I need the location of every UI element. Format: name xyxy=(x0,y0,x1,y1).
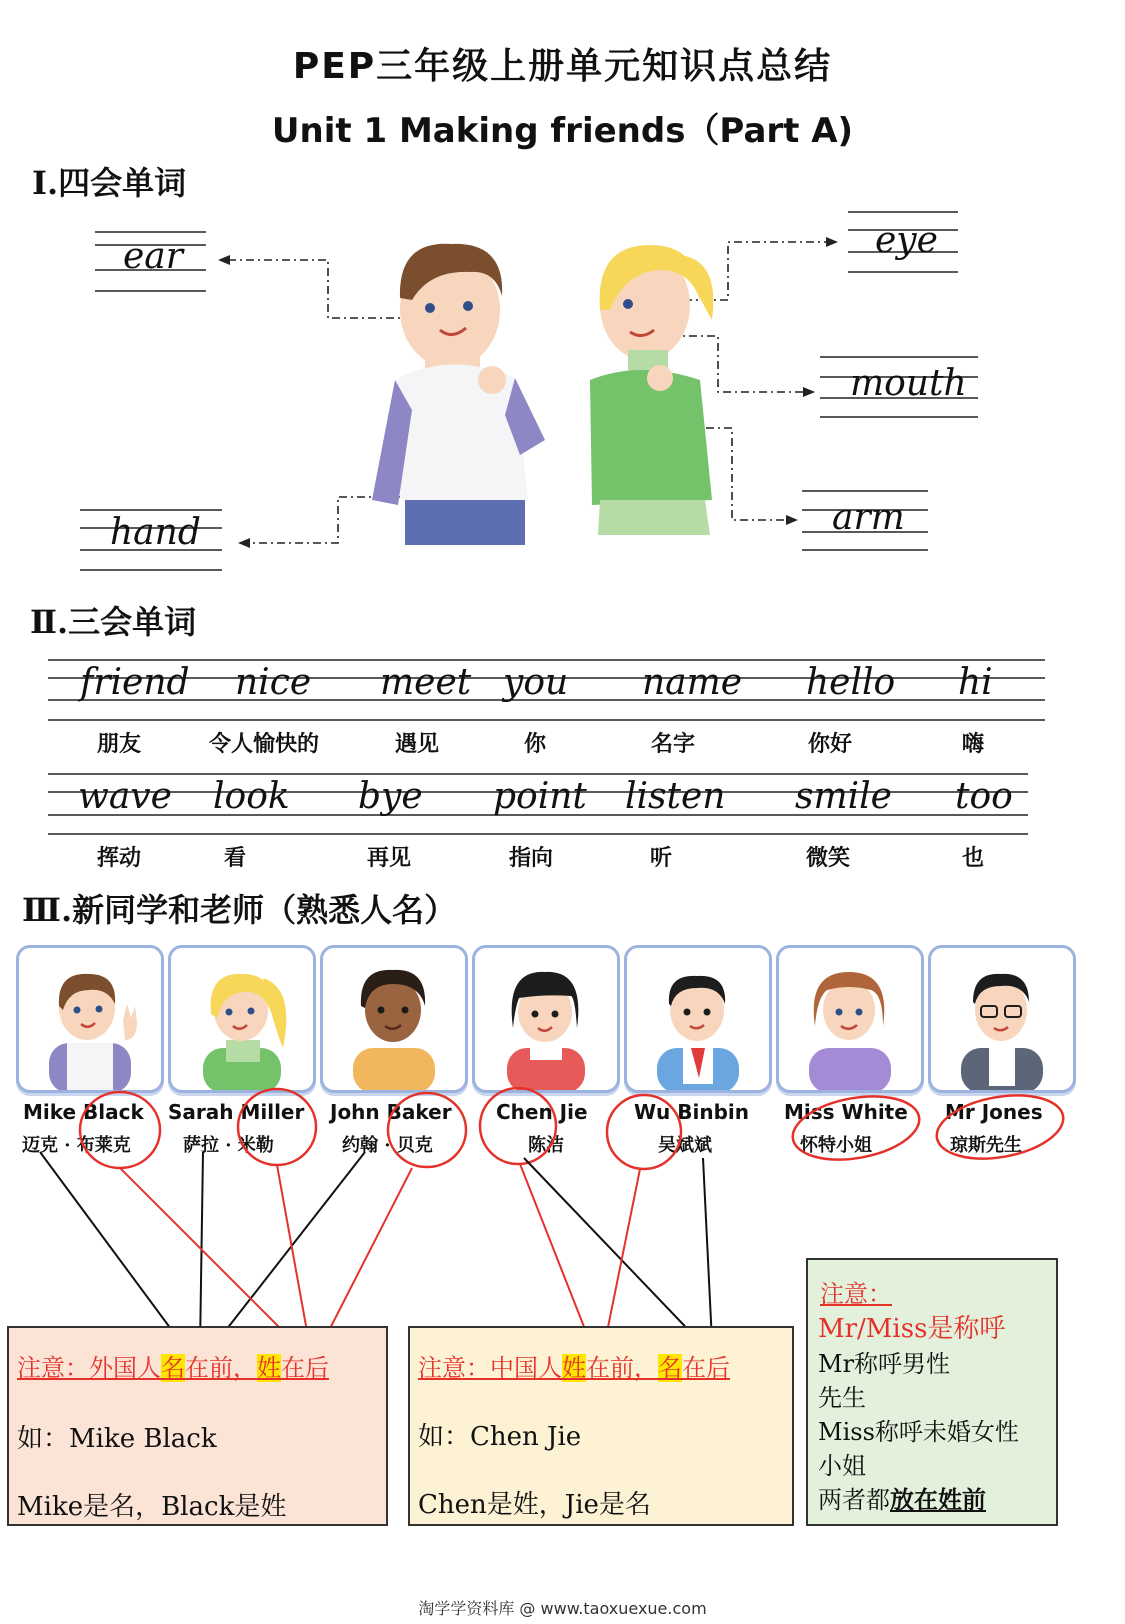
vocab-row2-cn: 微笑 xyxy=(806,845,851,871)
footer-watermark: 淘学学资料库 @ www.taoxuexue.com xyxy=(418,1599,707,1618)
name-cn: 萨拉 · 米勒 xyxy=(183,1135,274,1156)
section1-title: Ⅰ.四会单词 xyxy=(32,164,187,202)
highlight-surname: 姓 xyxy=(562,1354,586,1382)
vocab-row2-en: wave xyxy=(78,776,172,817)
name-cn: 迈克 · 布莱克 xyxy=(22,1135,131,1156)
section2-title: Ⅱ.三会单词 xyxy=(30,603,197,641)
name-cn: 陈洁 xyxy=(528,1135,564,1156)
note-titles-heading: 注意： xyxy=(820,1280,892,1308)
mike-avatar xyxy=(19,948,161,1090)
word-arm: arm xyxy=(832,497,905,538)
vocab-row2-en: look xyxy=(213,776,290,817)
titles-emphasis: 放在姓前 xyxy=(890,1485,986,1514)
highlight-surname: 姓 xyxy=(257,1354,281,1382)
vocab-row2-en: point xyxy=(493,776,587,817)
vocab-row2-cn: 看 xyxy=(224,845,247,871)
name-cn: 怀特小姐 xyxy=(800,1135,872,1156)
boy-illustration xyxy=(372,244,545,545)
vocab-row2-en: listen xyxy=(625,776,726,817)
note-chinese-names xyxy=(408,1326,794,1526)
misswhite-avatar xyxy=(779,948,921,1090)
rule-text: 注意：外国人 xyxy=(17,1354,161,1382)
vocab-row1-cn: 遇见 xyxy=(395,731,440,757)
note-titles-line5: 小姐 xyxy=(818,1452,866,1480)
vocab-row1-cn: 嗨 xyxy=(962,731,985,757)
vocab-row2-cn: 也 xyxy=(962,845,985,871)
titles-text: 两者都 xyxy=(818,1486,890,1514)
note-titles-line2: Mr称呼男性 xyxy=(818,1350,951,1378)
highlight-given-name: 名 xyxy=(658,1354,682,1382)
vocab-row2-en: smile xyxy=(795,776,892,817)
name-en: Sarah Miller xyxy=(168,1100,305,1124)
card-mr-jones xyxy=(928,945,1076,1093)
john-avatar xyxy=(323,948,465,1090)
card-sarah-miller xyxy=(168,945,316,1093)
name-en: Mr Jones xyxy=(945,1100,1043,1124)
vocab-row1-cn: 你 xyxy=(524,731,547,757)
vocab-row2-cn: 听 xyxy=(650,845,673,871)
word-mouth: mouth xyxy=(850,363,967,404)
name-en: Chen Jie xyxy=(496,1100,588,1124)
vocab-row1-en: name xyxy=(642,662,743,703)
vocab-row1-en: you xyxy=(503,662,569,703)
card-chen-jie xyxy=(472,945,620,1093)
name-en: Miss White xyxy=(784,1100,908,1124)
word-eye: eye xyxy=(875,220,938,261)
note-chinese-explain: Chen是姓，Jie是名 xyxy=(418,1490,651,1520)
rule-text: 注意：中国人 xyxy=(418,1354,562,1382)
vocab-row2-cn: 指向 xyxy=(509,845,554,871)
vocab-row1-en: meet xyxy=(380,662,472,703)
name-en: Mike Black xyxy=(23,1100,144,1124)
vocab-row1-cn: 令人愉快的 xyxy=(209,731,320,757)
rule-text: 在后 xyxy=(281,1354,329,1382)
name-en: John Baker xyxy=(330,1100,452,1124)
sarah-avatar xyxy=(171,948,313,1090)
card-wu-binbin xyxy=(624,945,772,1093)
rule-text: 在前， xyxy=(185,1354,257,1382)
name-cn: 约翰 · 贝克 xyxy=(342,1135,433,1156)
word-hand: hand xyxy=(110,512,201,553)
card-miss-white xyxy=(776,945,924,1093)
card-john-baker xyxy=(320,945,468,1093)
note-chinese-example: 如：Chen Jie xyxy=(418,1422,582,1452)
rule-text: 在前， xyxy=(586,1354,658,1382)
mrjones-avatar xyxy=(931,948,1073,1090)
note-titles-line4: Miss称呼未婚女性 xyxy=(818,1418,1019,1446)
vocab-row2-en: too xyxy=(955,776,1013,817)
wubinbin-avatar xyxy=(627,948,769,1090)
chenjie-avatar xyxy=(475,948,617,1090)
name-cn: 吴斌斌 xyxy=(658,1135,712,1156)
note-chinese-rule xyxy=(418,1348,730,1383)
vocab-row1-en: friend xyxy=(80,662,190,703)
vocab-row2-cn: 再见 xyxy=(367,845,412,871)
note-titles-line1: Mr/Miss是称呼 xyxy=(818,1314,1006,1344)
vocab-row2-en: bye xyxy=(358,776,423,817)
vocab-row1-cn: 朋友 xyxy=(97,731,142,757)
rule-text: 在后 xyxy=(682,1354,730,1382)
note-titles-line6 xyxy=(818,1480,986,1515)
section3-title: Ⅲ.新同学和老师（熟悉人名） xyxy=(22,891,457,929)
card-mike-black xyxy=(16,945,164,1093)
vocab-row1-en: hello xyxy=(806,662,896,703)
note-foreign-explain: Mike是名，Black是姓 xyxy=(17,1492,287,1522)
vocab-row1-en: nice xyxy=(235,662,312,703)
name-en: Wu Binbin xyxy=(634,1100,750,1124)
note-foreign-example: 如：Mike Black xyxy=(17,1424,217,1454)
note-foreign-names xyxy=(7,1326,388,1526)
vocab-row2-cn: 挥动 xyxy=(97,845,142,871)
girl-illustration xyxy=(590,245,713,535)
highlight-given-name: 名 xyxy=(161,1354,185,1382)
vocab-row1-cn: 你好 xyxy=(808,731,853,757)
page-title: PEP三年级上册单元知识点总结 xyxy=(292,46,833,87)
word-ear: ear xyxy=(123,236,183,277)
note-titles xyxy=(806,1258,1058,1526)
vocab-row1-cn: 名字 xyxy=(651,731,696,757)
name-cn: 琼斯先生 xyxy=(950,1135,1022,1156)
vocab-row1-en: hi xyxy=(958,662,993,703)
page-subtitle: Unit 1 Making friends（Part A) xyxy=(271,111,854,151)
note-titles-line3: 先生 xyxy=(818,1384,866,1412)
note-foreign-rule xyxy=(17,1348,329,1383)
